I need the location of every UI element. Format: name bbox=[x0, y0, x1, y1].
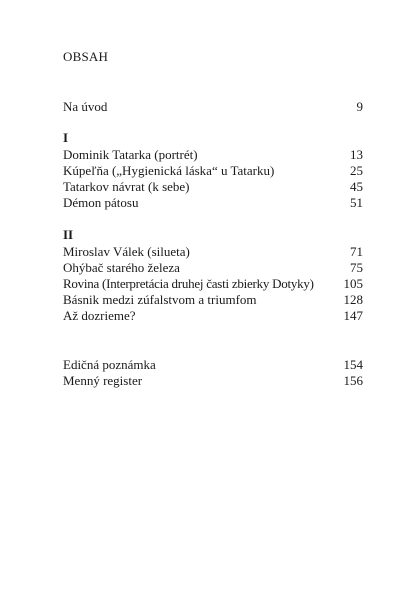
section-numeral: I bbox=[63, 130, 69, 145]
contents-heading: OBSAH bbox=[63, 49, 109, 64]
toc-entry-page: 105 bbox=[343, 276, 363, 291]
section-numeral: II bbox=[63, 227, 74, 242]
toc-entry bbox=[63, 308, 363, 324]
toc-entry bbox=[63, 260, 363, 276]
toc-entry-page: 128 bbox=[343, 292, 363, 307]
toc-entry bbox=[63, 276, 363, 292]
toc-entry-title: Kúpeľňa („Hygienická láska“ u Tatarku) bbox=[63, 163, 275, 178]
toc-entry-title: Miroslav Válek (silueta) bbox=[63, 244, 190, 259]
toc-entry-back-matter bbox=[63, 373, 363, 389]
toc-entry-page: 51 bbox=[350, 195, 363, 210]
toc-entry-title: Rovina (Interpretácia druhej časti zbierky Dotyky) bbox=[63, 276, 314, 291]
toc-entry-page: 45 bbox=[350, 179, 363, 194]
toc-entry bbox=[63, 292, 363, 308]
toc-entry bbox=[63, 244, 363, 260]
toc-entry-page: 71 bbox=[350, 244, 363, 259]
toc-entry bbox=[63, 179, 363, 195]
toc-entry-title: Až dozrieme? bbox=[63, 308, 136, 323]
toc-entry-page: 25 bbox=[350, 163, 363, 178]
toc-entry-back-matter bbox=[63, 357, 363, 373]
toc-entry-title: Ohýbač starého železa bbox=[63, 260, 180, 275]
toc-entry-title: Tatarkov návrat (k sebe) bbox=[63, 179, 190, 194]
toc-entry-page: 156 bbox=[343, 373, 363, 388]
toc-entry bbox=[63, 163, 363, 179]
toc-entry-page: 9 bbox=[356, 99, 363, 114]
toc-entry-intro bbox=[63, 99, 363, 115]
toc-entry-title: Básnik medzi zúfalstvom a triumfom bbox=[63, 292, 257, 307]
toc-entry-page: 147 bbox=[343, 308, 363, 323]
toc-entry-page: 13 bbox=[350, 147, 363, 162]
toc-entry-title: Démon pátosu bbox=[63, 195, 139, 210]
toc-entry-title: Na úvod bbox=[63, 99, 108, 114]
toc-entry-title: Edičná poznámka bbox=[63, 357, 156, 372]
toc-entry-page: 154 bbox=[343, 357, 363, 372]
toc-entry-page: 75 bbox=[350, 260, 363, 275]
toc-entry bbox=[63, 195, 363, 211]
toc-entry bbox=[63, 147, 363, 163]
toc-entry-title: Menný register bbox=[63, 373, 143, 388]
toc-entry-title: Dominik Tatarka (portrét) bbox=[63, 147, 198, 162]
